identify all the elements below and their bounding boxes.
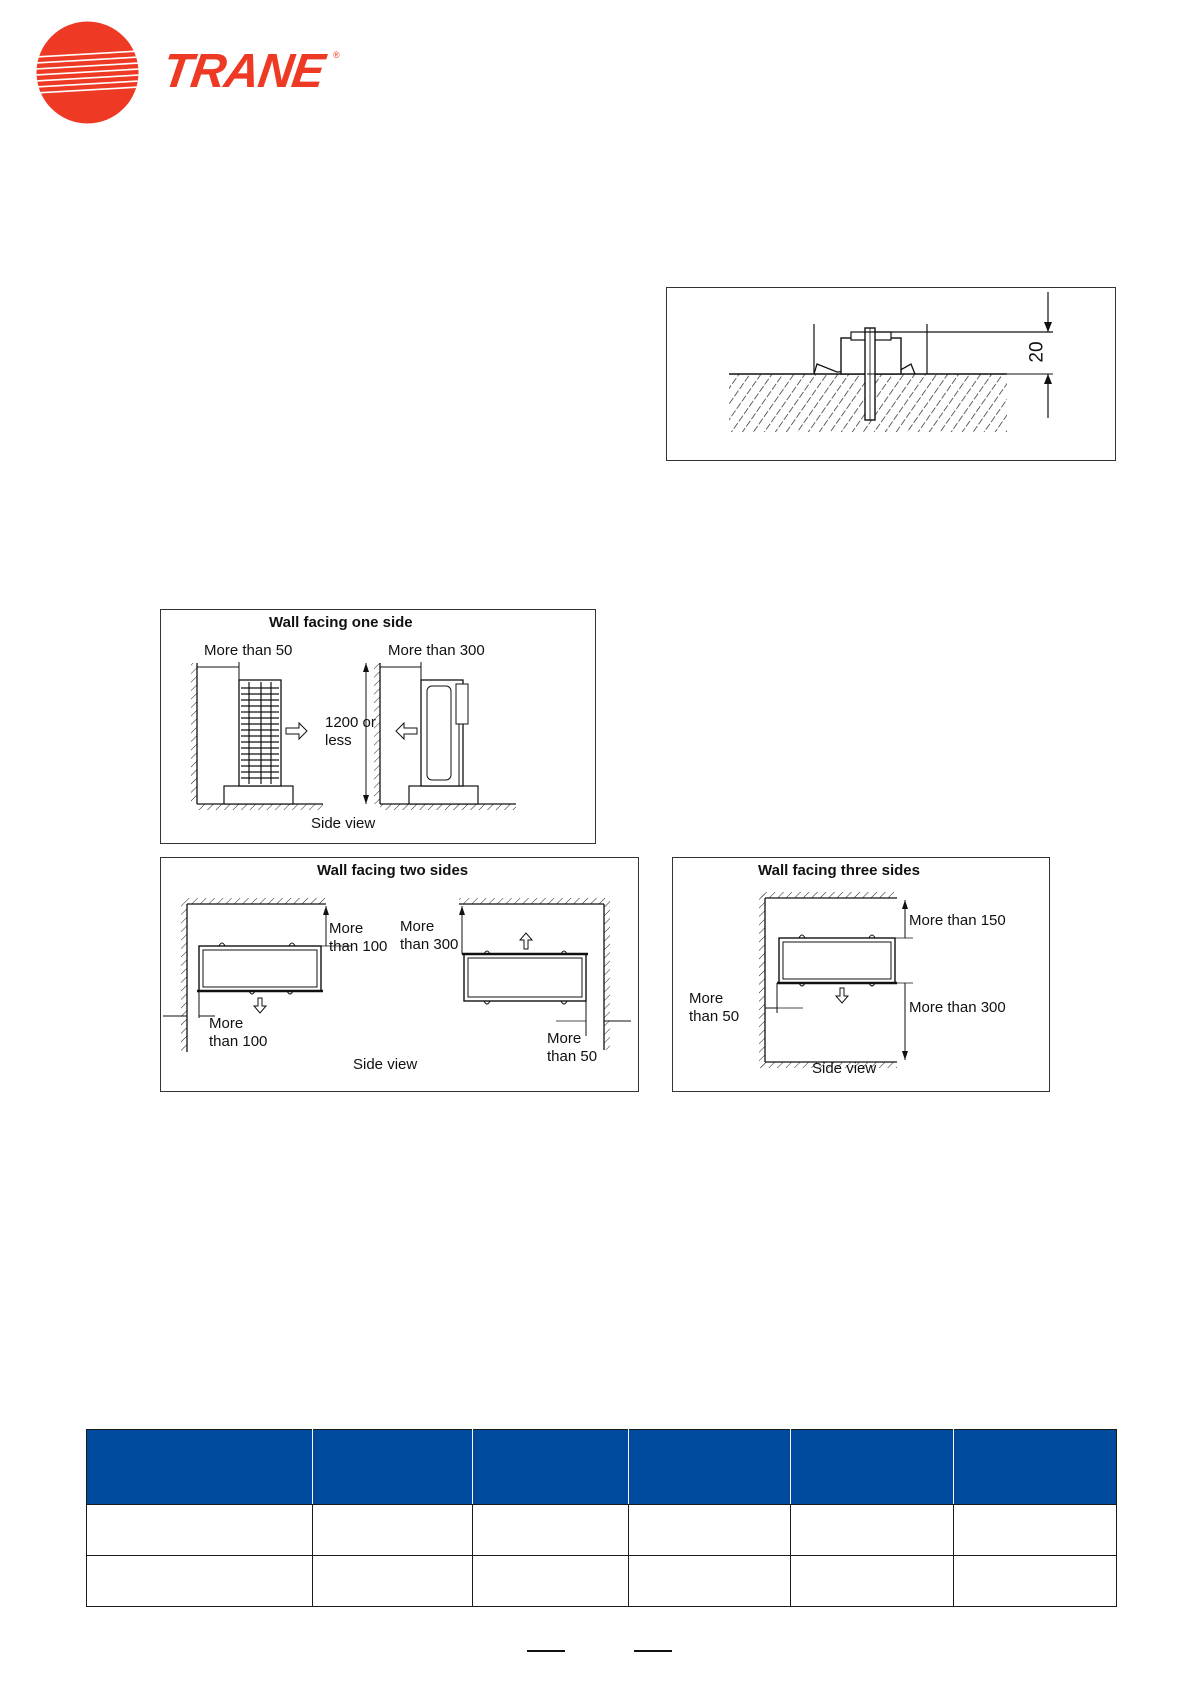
one-side-right-label: More than 300 (388, 642, 485, 659)
anchor-bolt-figure (666, 287, 1116, 461)
table-cell (954, 1505, 1117, 1556)
wall-two-sides-figure (160, 857, 639, 1092)
footer-rule-right (634, 1650, 672, 1652)
two-sides-bottom-right-2: than 50 (547, 1048, 598, 1065)
table-cell (791, 1505, 954, 1556)
one-side-caption: Side view (311, 815, 376, 832)
three-sides-left-label-2: than 50 (689, 1008, 740, 1025)
anchor-dimension-label: 20 (1026, 341, 1048, 363)
trane-logo (36, 21, 139, 124)
table-cell (954, 1556, 1117, 1607)
two-sides-bottom-left-2: than 100 (209, 1033, 268, 1050)
table-row (87, 1505, 1117, 1556)
two-sides-top-left-2: than 100 (329, 938, 388, 955)
one-side-height-label-2: less (325, 732, 352, 749)
three-sides-top-label: More than 150 (909, 912, 1006, 929)
logo-wordmark: TRANE (159, 45, 328, 98)
two-sides-bottom-right-1: More (547, 1030, 582, 1047)
one-side-left-label: More than 50 (204, 642, 293, 659)
two-sides-caption: Side view (353, 1056, 418, 1073)
logo-circle-icon (36, 21, 139, 124)
table-header-row (87, 1430, 1117, 1505)
wall-one-side-figure (160, 609, 596, 844)
table-cell (629, 1505, 791, 1556)
footer-rule-left (527, 1650, 565, 1652)
table-header-cell (473, 1430, 629, 1505)
table-cell (313, 1556, 473, 1607)
wall-three-sides-figure (672, 857, 1050, 1092)
table-cell (87, 1505, 313, 1556)
registered-mark: ® (333, 50, 340, 60)
two-sides-bottom-left-1: More (209, 1015, 244, 1032)
table-cell (313, 1505, 473, 1556)
three-sides-bottom-label: More than 300 (909, 999, 1006, 1016)
table-cell (791, 1556, 954, 1607)
one-side-height-label-1: 1200 or (325, 714, 376, 731)
table-header-cell (87, 1430, 313, 1505)
two-sides-top-right-2: than 300 (400, 936, 459, 953)
table-header-cell (629, 1430, 791, 1505)
table-cell (473, 1556, 629, 1607)
two-sides-top-right-1: More (400, 918, 435, 935)
one-side-title: Wall facing one side (269, 614, 413, 631)
table-header-cell (954, 1430, 1117, 1505)
table-header-cell (313, 1430, 473, 1505)
spec-table (86, 1429, 1117, 1607)
two-sides-top-left-1: More (329, 920, 364, 937)
table-row (87, 1556, 1117, 1607)
table-cell (629, 1556, 791, 1607)
two-sides-title: Wall facing two sides (317, 862, 469, 879)
three-sides-title: Wall facing three sides (758, 862, 920, 879)
table-cell (87, 1556, 313, 1607)
three-sides-left-label-1: More (689, 990, 724, 1007)
table-header-cell (791, 1430, 954, 1505)
three-sides-caption: Side view (812, 1060, 877, 1077)
table-cell (473, 1505, 629, 1556)
